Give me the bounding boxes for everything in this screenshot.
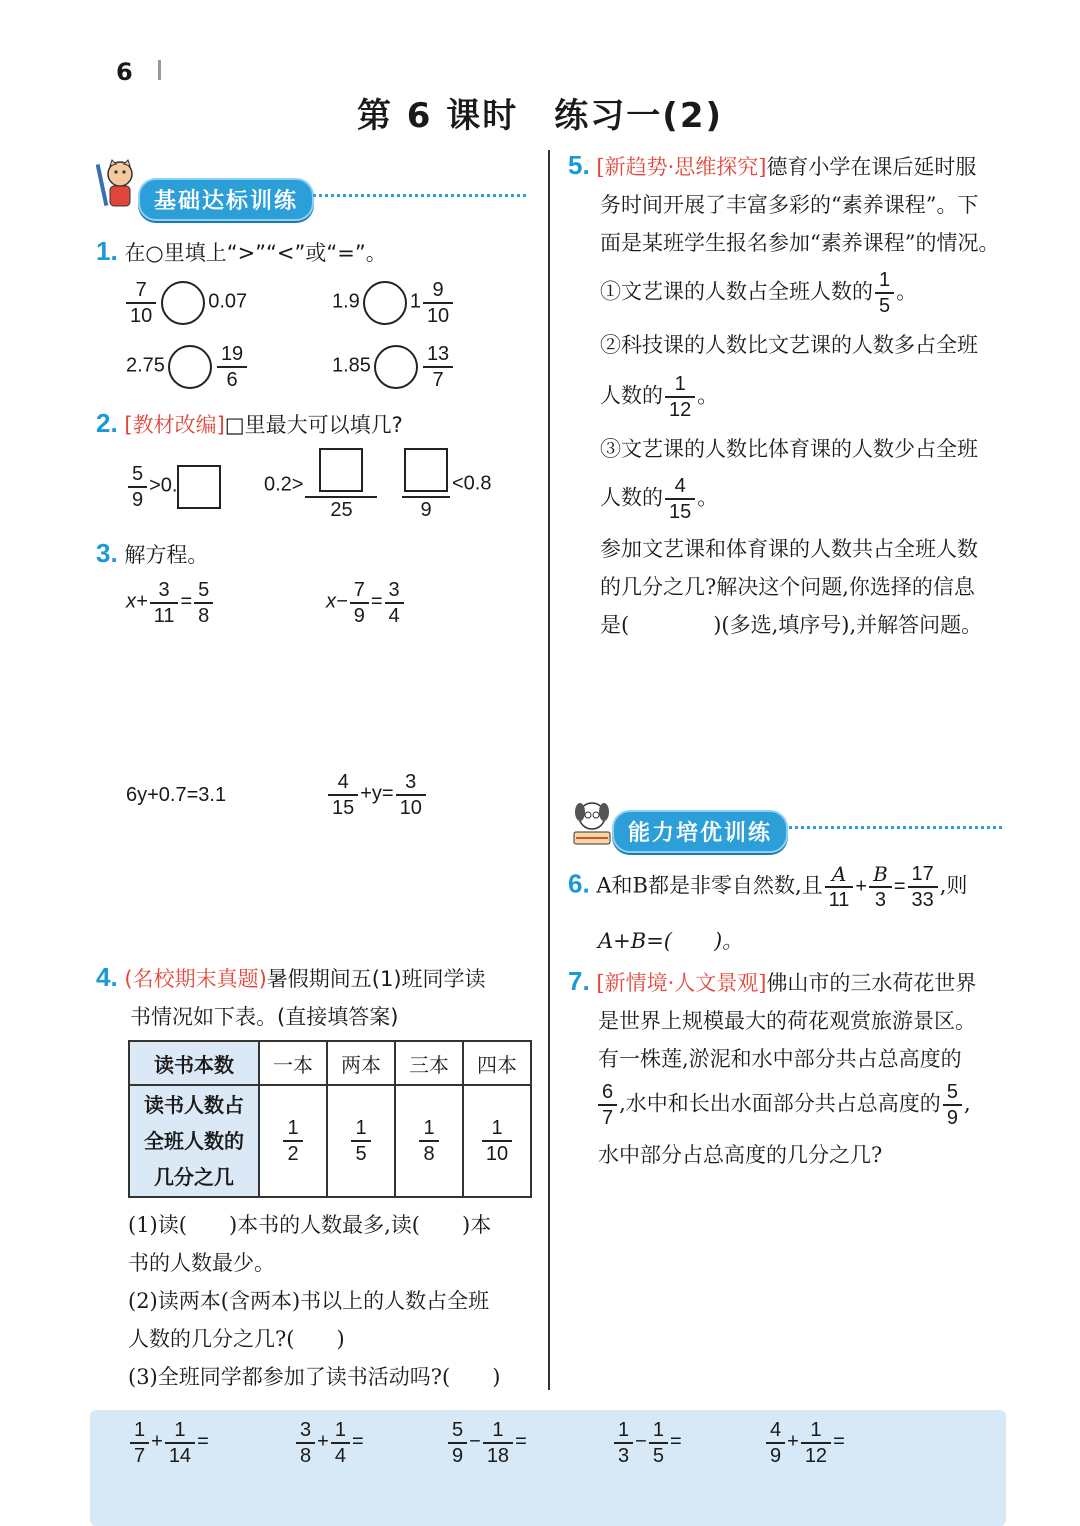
- table-header-fraction: [129, 1085, 259, 1197]
- info-text: 人数的: [600, 485, 663, 510]
- question-text: 佛山市的三水荷花世界: [766, 971, 977, 995]
- page-number: 6: [116, 58, 133, 86]
- question-text: ,则: [939, 873, 968, 898]
- question-3: [96, 534, 208, 574]
- table-header-books: 读书本数: [129, 1041, 259, 1085]
- fraction: [328, 770, 358, 820]
- question-text: A和B都是非零自然数,且: [596, 873, 823, 898]
- column-divider: [548, 150, 550, 1390]
- table-cell: [259, 1085, 327, 1197]
- table-cell: [395, 1085, 463, 1197]
- denominator: 6: [226, 368, 238, 391]
- equation-middle: +y=: [360, 782, 394, 805]
- numerator: 1: [810, 1419, 822, 1441]
- denominator: 10: [130, 304, 153, 327]
- denominator: 10: [485, 1142, 509, 1165]
- fraction: [825, 862, 854, 912]
- numerator: 4: [770, 1419, 782, 1441]
- denominator: 7: [602, 1106, 614, 1129]
- numerator: 1: [134, 1419, 146, 1441]
- question-line: 是( )(多选,填序号),并解答问题。: [600, 613, 983, 637]
- section-badge-basic: 基础达标训练: [138, 178, 314, 221]
- oral-calc-5: [764, 1418, 845, 1468]
- equation-1: x+ $\frac{3}{11}$ = $\frac{5}{8}$: [126, 578, 215, 628]
- denominator: 12: [669, 398, 692, 421]
- numerator: 5: [198, 579, 210, 601]
- info-end: 。: [697, 383, 719, 408]
- question-text: 德育小学在课后延时服: [766, 155, 977, 179]
- question-4: [96, 958, 540, 1036]
- operator: +: [787, 1430, 799, 1453]
- header-line: 读书人数占: [144, 1093, 244, 1117]
- question-number: 4.: [96, 962, 118, 992]
- info-text: ①文艺课的人数占全班人数的: [600, 279, 873, 304]
- subquestion-1: (1)读( )本书的人数最多,读( )本: [128, 1213, 492, 1237]
- numerator: 3: [300, 1419, 312, 1441]
- info-2: ②科技课的人数比文艺课的人数多占全班: [600, 333, 978, 357]
- oral-calc-1: [128, 1418, 209, 1468]
- numerator: 7: [135, 279, 147, 301]
- fraction: [423, 342, 453, 392]
- numerator: 4: [337, 771, 349, 793]
- fraction: [194, 578, 213, 628]
- denominator: 9: [946, 1106, 958, 1129]
- table-col-header: 四本: [463, 1041, 531, 1085]
- header-line: 几分之几: [154, 1165, 234, 1189]
- numerator: 9: [432, 279, 444, 301]
- numerator: 5: [132, 463, 144, 485]
- denominator: 9: [132, 488, 144, 511]
- denominator: 8: [300, 1444, 312, 1467]
- numerator: 1: [492, 1419, 504, 1441]
- numerator: 1: [879, 269, 891, 291]
- question-1: [96, 232, 387, 272]
- table-col-header: 三本: [395, 1041, 463, 1085]
- numerator: 1: [287, 1117, 299, 1140]
- numerator: 17: [911, 863, 934, 885]
- question-text-cont: 是世界上规模最大的荷花观赏旅游景区。: [598, 1009, 976, 1033]
- numerator: 1: [334, 1419, 346, 1441]
- fraction: [385, 578, 404, 628]
- q2-part-c: [400, 448, 491, 522]
- denominator: 10: [426, 304, 450, 327]
- section-badge-advanced: 能力培优训练: [612, 810, 788, 853]
- denominator: 5: [652, 1444, 664, 1467]
- numerator: 5: [452, 1419, 464, 1441]
- answer-circle[interactable]: [374, 345, 418, 389]
- info-3-cont: [600, 474, 718, 524]
- numerator: 6: [602, 1081, 614, 1103]
- subquestion-1-cont: 书的人数最少。: [128, 1251, 275, 1275]
- question-text: □里最大可以填几?: [224, 413, 403, 437]
- info-2-cont: [600, 372, 718, 422]
- denominator: 9: [353, 604, 365, 627]
- fraction: [350, 578, 369, 628]
- fraction: [150, 578, 179, 628]
- compare-item-2: [332, 278, 455, 328]
- question-text-cont: 面是某班学生报名参加“素养课程”的情况。: [600, 231, 1000, 255]
- denominator: 2: [287, 1142, 299, 1165]
- compare-value: 0.07: [208, 290, 248, 313]
- compare-item-4: [332, 342, 455, 392]
- fraction: [665, 372, 695, 422]
- table-col-header: 两本: [327, 1041, 395, 1085]
- operator: +: [855, 875, 868, 898]
- numerator: 7: [353, 579, 365, 601]
- header-line: 全班人数的: [144, 1129, 244, 1153]
- question-7-line5: 水中部分占总高度的几分之几?: [598, 1143, 883, 1167]
- answer-box[interactable]: [177, 465, 221, 509]
- question-2: [96, 404, 403, 444]
- reading-table: [128, 1040, 532, 1198]
- answer-box[interactable]: [404, 448, 448, 492]
- equation-prefix: x−: [326, 590, 348, 613]
- question-text-cont: 有一株莲,淤泥和水中部分共占总高度的: [598, 1047, 962, 1071]
- relation: >0.: [149, 474, 178, 497]
- table-col-header: 一本: [259, 1041, 327, 1085]
- denominator: 15: [669, 500, 692, 523]
- oral-calc-4: [612, 1418, 682, 1468]
- q2-part-a: [126, 462, 221, 512]
- answer-circle[interactable]: [161, 281, 205, 325]
- numerator: 13: [426, 343, 450, 365]
- footer-oral-calc-strip: [90, 1410, 1006, 1526]
- compare-item-3: [126, 342, 249, 392]
- denominator: 3: [618, 1444, 630, 1467]
- question-line: 参加文艺课和体育课的人数共占全班人数: [600, 537, 978, 561]
- page-divider-mark: [158, 60, 161, 80]
- fraction: [396, 770, 426, 820]
- denominator: 12: [804, 1444, 828, 1467]
- question-number: 1.: [96, 236, 118, 266]
- table-cell: [463, 1085, 531, 1197]
- numerator: 3: [388, 579, 400, 601]
- question-6-line2: A+B=( )。: [598, 929, 744, 953]
- numerator: 1: [652, 1419, 664, 1441]
- operator: =: [515, 1430, 527, 1453]
- denominator: 11: [828, 888, 850, 911]
- question-number: 2.: [96, 408, 118, 438]
- question-7: [568, 962, 1018, 1078]
- denominator: 7: [134, 1444, 146, 1467]
- denominator: 9: [452, 1444, 464, 1467]
- question-text: 在○里填上“>”“<”或“=”。: [124, 241, 387, 265]
- question-text: ,: [963, 1091, 971, 1116]
- equation-2: x− $\frac{7}{9}$ = $\frac{3}{4}$: [326, 578, 406, 628]
- relation: 0.2>: [264, 473, 304, 496]
- section-dotted-line: [778, 826, 1002, 829]
- info-text: 人数的: [600, 383, 663, 408]
- denominator: 11: [153, 604, 175, 627]
- oral-calc-2: [294, 1418, 364, 1468]
- table-cell: [327, 1085, 395, 1197]
- fraction: [217, 342, 247, 392]
- operator: +: [151, 1430, 163, 1453]
- denominator: 4: [334, 1444, 346, 1467]
- fraction: [423, 278, 453, 328]
- operator: =: [669, 1430, 682, 1453]
- fraction: [875, 268, 894, 318]
- equation-3: 6y+0.7=3.1: [126, 784, 227, 806]
- equation-prefix: x+: [126, 590, 148, 613]
- denominator: 10: [399, 796, 422, 819]
- section-dotted-line: [300, 194, 526, 197]
- q2-part-b: [264, 448, 379, 522]
- operator: −: [635, 1430, 647, 1453]
- page-title: 第 6 课时 练习一(2): [356, 96, 724, 136]
- denominator: 33: [911, 888, 934, 911]
- subquestion-2: (2)读两本(含两本)书以上的人数占全班: [128, 1289, 490, 1313]
- question-6: [568, 862, 967, 912]
- operator: =: [893, 875, 906, 898]
- denominator: 8: [198, 604, 210, 627]
- mixed-whole: 1: [409, 290, 421, 313]
- question-text: 暑假期间五(1)班同学读: [266, 967, 486, 991]
- denominator: 5: [879, 294, 891, 317]
- numerator: 1: [674, 373, 686, 395]
- question-text: 解方程。: [124, 543, 209, 567]
- subquestion-2-cont: 人数的几分之几?( ): [128, 1327, 345, 1351]
- question-text-cont: 务时间开展了丰富多彩的“素养课程”。下: [600, 193, 979, 217]
- info-3: ③文艺课的人数比体育课的人数少占全班: [600, 437, 978, 461]
- operator: −: [469, 1430, 481, 1453]
- q4-subquestions: [128, 1206, 540, 1396]
- denominator: 7: [432, 368, 444, 391]
- fraction: [126, 278, 156, 328]
- q5-question: [600, 530, 1020, 644]
- numerator: A: [831, 862, 847, 886]
- denominator: 9: [770, 1444, 782, 1467]
- compare-value: 2.75: [126, 354, 165, 377]
- fraction: [128, 462, 147, 512]
- info-end: 。: [697, 485, 719, 510]
- operator: =: [351, 1430, 364, 1453]
- fraction: [305, 448, 377, 522]
- compare-value: 1.9: [332, 290, 360, 313]
- fraction: [908, 862, 938, 912]
- oral-calc-3: [446, 1418, 527, 1468]
- numerator: 3: [158, 579, 170, 601]
- question-number: 7.: [568, 966, 590, 996]
- cartoon-cat-icon: [96, 158, 136, 214]
- operator: +: [317, 1430, 329, 1453]
- denominator: 9: [420, 498, 432, 521]
- numerator: 4: [674, 475, 686, 497]
- equation-4: [326, 770, 428, 820]
- numerator: 3: [405, 771, 417, 793]
- question-text: ,水中和长出水面部分共占总高度的: [619, 1091, 941, 1116]
- numerator: 1: [423, 1117, 435, 1140]
- fraction: [869, 862, 892, 912]
- question-number: 6.: [568, 868, 590, 899]
- denominator: 8: [423, 1142, 435, 1165]
- denominator: 25: [330, 498, 353, 521]
- numerator: B: [873, 862, 888, 886]
- fraction: [402, 448, 450, 522]
- operator: =: [197, 1430, 209, 1453]
- numerator: 1: [355, 1117, 367, 1140]
- denominator: 5: [355, 1142, 367, 1165]
- fraction: [943, 1080, 962, 1130]
- question-tag: [新情境·人文景观]: [596, 971, 767, 995]
- fraction: [665, 474, 695, 524]
- question-tag: [新趋势·思维探究]: [596, 155, 767, 179]
- question-number: 3.: [96, 538, 118, 568]
- cartoon-dog-icon: [568, 798, 616, 854]
- numerator: 1: [618, 1419, 630, 1441]
- answer-box[interactable]: [319, 448, 363, 492]
- denominator: 14: [168, 1444, 192, 1467]
- numerator: 19: [220, 343, 244, 365]
- question-number: 5.: [568, 150, 590, 180]
- question-line: 的几分之几?解决这个问题,你选择的信息: [600, 575, 975, 599]
- subquestion-3: (3)全班同学都参加了读书活动吗?( ): [128, 1365, 501, 1389]
- fraction: [598, 1080, 617, 1130]
- numerator: 5: [946, 1081, 958, 1103]
- answer-circle[interactable]: [363, 281, 407, 325]
- info-1: [600, 268, 917, 318]
- question-text-cont: 书情况如下表。(直接填答案): [130, 1005, 399, 1029]
- question-tag: [教材改编]: [124, 413, 225, 437]
- denominator: 18: [486, 1444, 510, 1467]
- compare-value: 1.85: [332, 354, 371, 377]
- denominator: 4: [388, 604, 400, 627]
- denominator: 15: [332, 796, 355, 819]
- question-tag: (名校期末真题): [124, 967, 267, 991]
- numerator: 1: [174, 1419, 186, 1441]
- question-7-line4: [596, 1080, 971, 1130]
- answer-circle[interactable]: [168, 345, 212, 389]
- info-end: 。: [896, 279, 918, 304]
- question-5: [568, 146, 1016, 262]
- operator: =: [833, 1430, 845, 1453]
- denominator: 3: [874, 888, 887, 911]
- compare-item-1: [124, 278, 247, 328]
- relation: <0.8: [452, 472, 492, 495]
- numerator: 1: [491, 1117, 503, 1140]
